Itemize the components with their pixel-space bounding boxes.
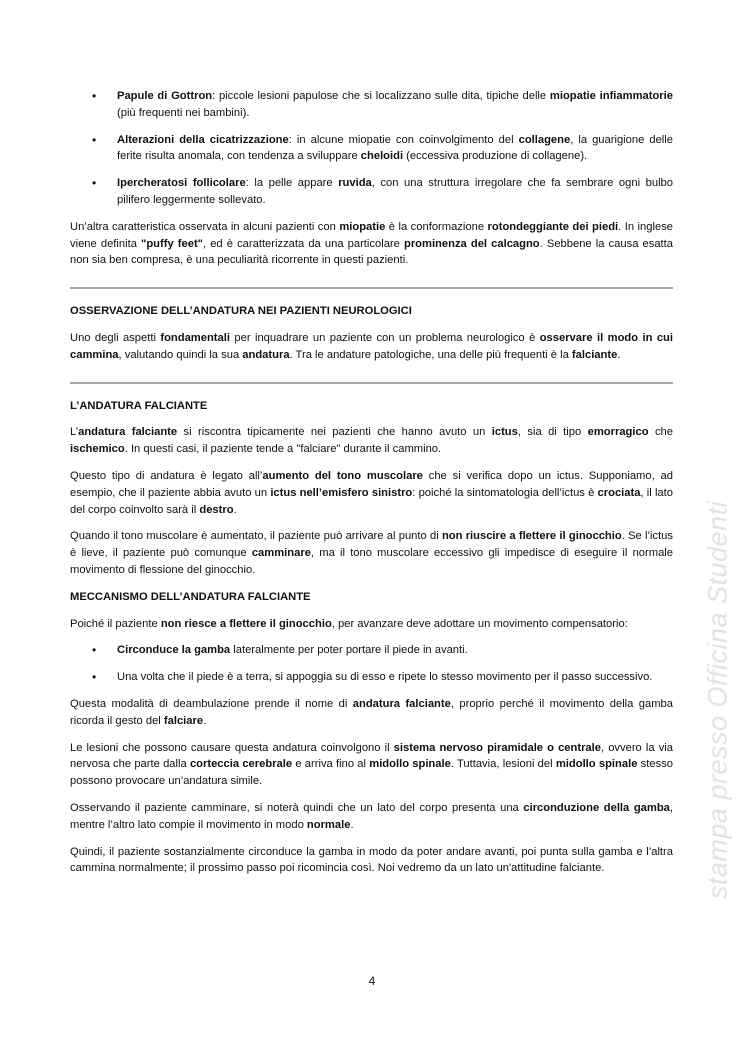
paragraph bbox=[70, 800, 673, 834]
section-divider bbox=[70, 382, 673, 384]
text-run: . Sebbene la causa esatta non sia ben compresa, è una peculiarità ricorrente in questi pazienti. bbox=[70, 237, 673, 267]
list-item bbox=[70, 132, 673, 166]
text-run: , il lato del corpo coinvolto sarà il bbox=[70, 486, 673, 516]
section-heading: L’ANDATURA FALCIANTE bbox=[70, 399, 208, 412]
text-run: (più frequenti nei bambini). bbox=[117, 106, 250, 119]
bold-text: normale bbox=[306, 818, 351, 831]
paragraph-group bbox=[70, 616, 673, 633]
paragraph-group bbox=[70, 696, 673, 877]
bold-text: collagene bbox=[518, 133, 571, 146]
bullet-list bbox=[70, 642, 673, 686]
bold-text: aumento del tono muscolare bbox=[262, 469, 423, 482]
text-run: Quando il tono muscolare è aumentato, il paziente può arrivare al punto di bbox=[70, 530, 442, 543]
bold-text: rotondeggiante dei piedi bbox=[487, 220, 619, 233]
bold-text: andatura falciante bbox=[352, 697, 451, 710]
bold-text: Alterazioni della cicatrizzazione bbox=[117, 133, 289, 146]
list-item bbox=[70, 88, 673, 122]
text-run: , con una struttura irregolare che fa sembrare ogni bulbo pilifero leggermente sollevato. bbox=[117, 177, 673, 206]
bold-text: non riesce a flettere il ginocchio bbox=[160, 617, 332, 630]
text-run: . bbox=[350, 818, 354, 831]
bold-text: ruvida bbox=[338, 177, 372, 190]
bold-text: cheloidi bbox=[360, 150, 404, 163]
text-run: . Tuttavia, lesioni del bbox=[450, 758, 556, 771]
bold-text: ictus nell’emisfero sinistro bbox=[270, 486, 413, 499]
text-run: , sia di tipo bbox=[517, 426, 588, 439]
text-run: L’ bbox=[70, 426, 79, 439]
text-run: Una volta che il piede è a terra, si appoggia su di esso e ripete lo stesso movimento per il passo successivo. bbox=[117, 671, 653, 684]
bold-text: ischemico bbox=[70, 443, 125, 456]
paragraph bbox=[70, 696, 673, 730]
document-page bbox=[70, 88, 673, 887]
text-run: (eccessiva produzione di collagene). bbox=[403, 150, 588, 163]
text-run: si riscontra tipicamente nei pazienti che hanno avuto un bbox=[177, 426, 492, 439]
paragraph bbox=[70, 616, 673, 633]
bold-text: osservare il modo in cui cammina bbox=[70, 331, 673, 361]
bold-text: fondamentali bbox=[160, 331, 230, 344]
bold-text: "puffy feet" bbox=[141, 237, 203, 250]
paragraph bbox=[70, 424, 673, 458]
text-run: , proprio perché il movimento della gamba ricorda il gesto del bbox=[70, 697, 674, 727]
list-item bbox=[70, 669, 673, 686]
text-run: : in alcune miopatie con coinvolgimento del bbox=[288, 133, 519, 146]
bold-text: miopatie infiammatorie bbox=[549, 90, 673, 102]
bold-text: andatura falciante bbox=[78, 426, 178, 439]
text-run: Osservando il paziente camminare, si noterà quindi che un lato del corpo presenta una bbox=[70, 801, 524, 814]
paragraph-group bbox=[70, 219, 673, 269]
text-run: per inquadrare un paziente con un problema neurologico è bbox=[229, 331, 540, 344]
bold-text: prominenza del calcagno bbox=[403, 237, 540, 250]
text-run: : piccole lesioni papulose che si localizzano sulle dita, tipiche delle bbox=[212, 90, 550, 102]
text-run: Uno degli aspetti bbox=[70, 331, 161, 344]
text-run: . Se l’ictus è lieve, il paziente può comunque bbox=[70, 530, 673, 560]
text-run: e arriva fino al bbox=[292, 758, 370, 771]
bold-text: midollo spinale bbox=[369, 758, 451, 771]
bold-text: falciare bbox=[163, 714, 204, 727]
bold-text: non riuscire a flettere il ginocchio bbox=[441, 530, 622, 543]
bold-text: Papule di Gottron bbox=[117, 90, 213, 102]
bold-text: corteccia cerebrale bbox=[189, 758, 293, 771]
text-run: , per avanzare deve adottare un movimento compensatorio: bbox=[331, 617, 628, 630]
paragraph bbox=[70, 219, 673, 269]
bold-text: miopatie bbox=[339, 220, 386, 233]
watermark: stampa presso Officina Studenti bbox=[702, 500, 733, 900]
text-run: Questo tipo di andatura è legato all’ bbox=[70, 469, 263, 482]
bold-text: andatura bbox=[242, 348, 290, 361]
text-run: che si verifica dopo un ictus. Supponiamo, ad esempio, che il paziente abbia avuto un bbox=[70, 469, 673, 499]
text-run: , mentre l’altro lato compie il movimento in modo bbox=[70, 801, 674, 831]
text-run: . In inglese viene definita bbox=[70, 220, 674, 250]
text-run: , ma il tono muscolare eccessivo gli impedisce di eseguire il normale movimento di flessione del ginocchio. bbox=[70, 547, 673, 576]
text-run: . bbox=[203, 714, 207, 727]
bold-text: camminare bbox=[251, 547, 311, 560]
bold-text: emorragico bbox=[587, 426, 649, 439]
section-heading: OSSERVAZIONE DELL’ANDATURA NEI PAZIENTI NEUROLOGICI bbox=[70, 305, 412, 318]
text-run: . bbox=[233, 503, 237, 516]
text-run: : poiché la sintomatologia dell’ictus è bbox=[412, 486, 598, 499]
text-run: , ed è caratterizzata da una particolare bbox=[202, 237, 404, 250]
text-run: Un’altra caratteristica osservata in alcuni pazienti con bbox=[70, 220, 340, 233]
text-run: . Tra le andature patologiche, una delle più frequenti è la bbox=[289, 348, 572, 361]
bold-text: Circonduce la gamba bbox=[117, 644, 231, 657]
text-run: è la conformazione bbox=[385, 220, 488, 233]
bold-text: sistema nervoso piramidale o centrale bbox=[393, 741, 601, 754]
paragraph bbox=[70, 468, 673, 518]
text-run: . bbox=[617, 348, 621, 361]
list-item bbox=[70, 642, 673, 659]
bold-text: Ipercheratosi follicolare bbox=[117, 177, 246, 190]
paragraph bbox=[70, 844, 673, 878]
section-divider bbox=[70, 287, 673, 289]
bullet-list bbox=[70, 88, 673, 209]
paragraph bbox=[70, 740, 673, 790]
list-item bbox=[70, 175, 673, 209]
bold-text: circonduzione della gamba bbox=[523, 801, 670, 814]
text-run: , ovvero la via nervosa che parte dalla bbox=[70, 741, 673, 771]
subsection-heading: MECCANISMO DELL’ANDATURA FALCIANTE bbox=[70, 590, 311, 603]
text-run: , valutando quindi la sua bbox=[118, 348, 243, 361]
bold-text: midollo spinale bbox=[555, 758, 638, 771]
page-number: 4 bbox=[368, 974, 376, 988]
text-run: : la pelle appare bbox=[245, 177, 339, 190]
bold-text: crociata bbox=[597, 486, 641, 499]
text-run: Questa modalità di deambulazione prende il nome di bbox=[70, 697, 353, 710]
text-run: . In questi casi, il paziente tende a "falciare" durante il cammino. bbox=[124, 443, 442, 456]
text-run: , la guarigione delle ferite risulta anomala, con tendenza a sviluppare bbox=[117, 133, 673, 163]
text-run: lateralmente per poter portare il piede in avanti. bbox=[230, 644, 468, 657]
text-run: stesso possono provocare un’andatura simile. bbox=[70, 758, 673, 788]
paragraph bbox=[70, 330, 673, 364]
bold-text: destro bbox=[199, 503, 234, 516]
text-run: che bbox=[648, 426, 673, 439]
bold-text: ictus bbox=[491, 426, 518, 439]
paragraph bbox=[70, 528, 673, 578]
paragraph-group bbox=[70, 330, 673, 364]
text-run: Quindi, il paziente sostanzialmente circonduce la gamba in modo da poter andare avanti, poi punta sulla gamba e l’altra cammina normalmente; il prossimo passo poi ricomincia così. Noi vedremo da un lato un'attitudine falciante. bbox=[70, 845, 673, 875]
text-run: Le lesioni che possono causare questa andatura coinvolgono il bbox=[70, 741, 394, 754]
paragraph-group bbox=[70, 424, 673, 578]
bold-text: falciante bbox=[571, 348, 618, 361]
text-run: Poiché il paziente bbox=[70, 617, 161, 630]
